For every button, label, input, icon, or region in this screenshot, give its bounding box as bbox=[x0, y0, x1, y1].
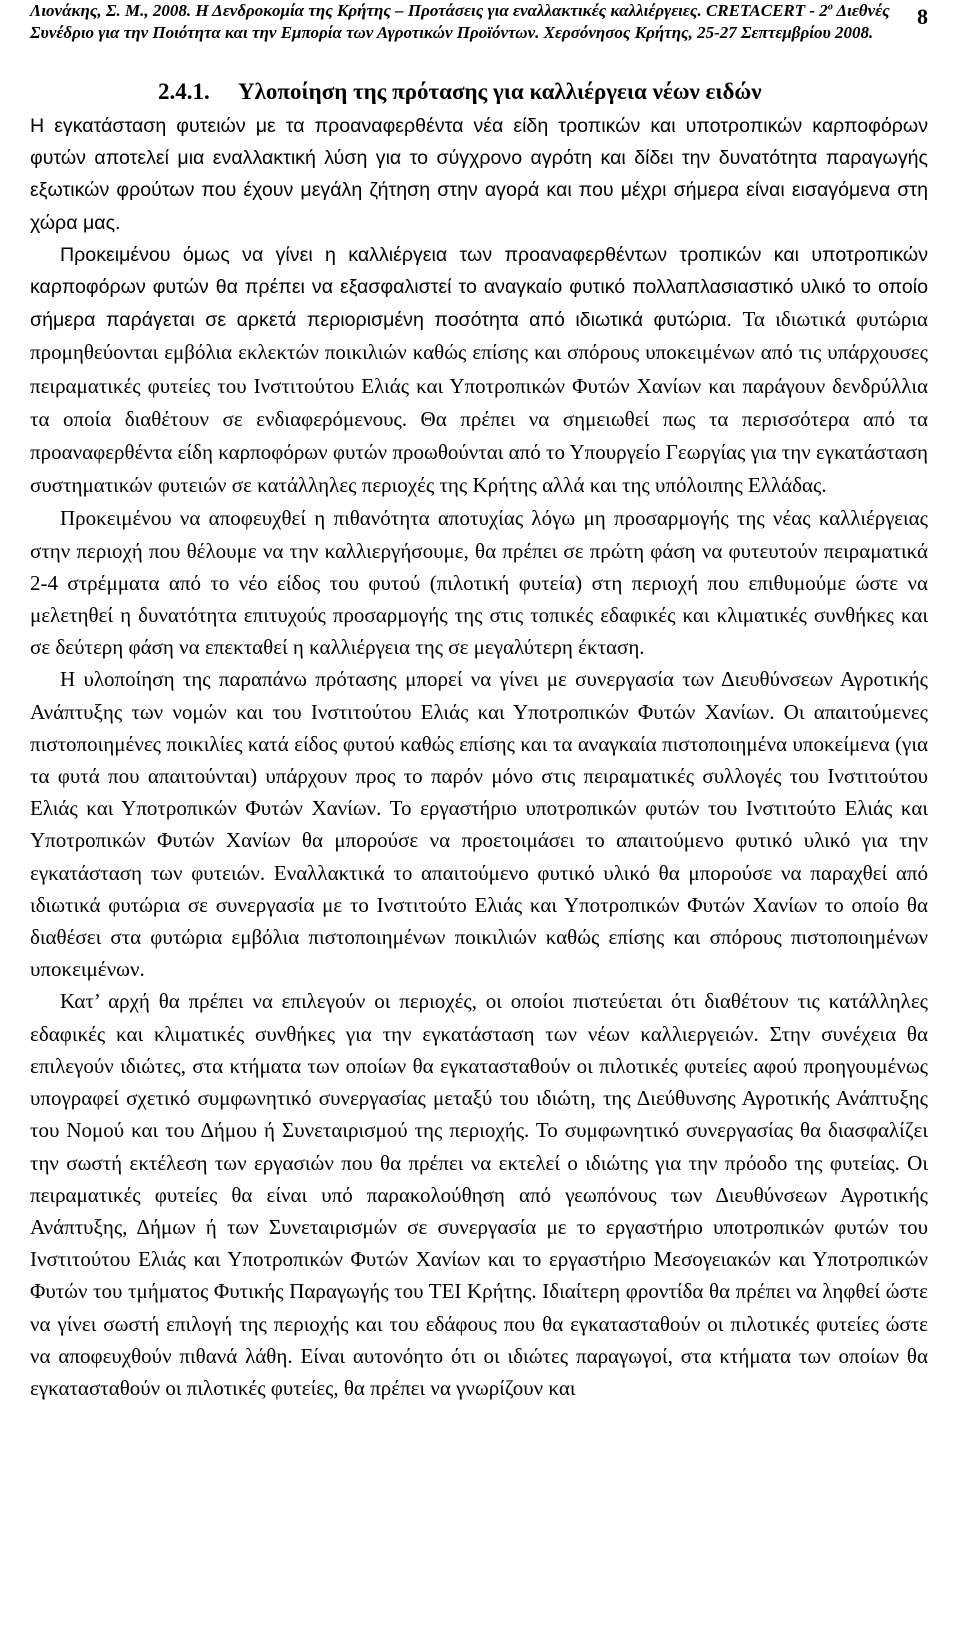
header-line-1 bbox=[30, 0, 890, 22]
page-number: 8 bbox=[917, 4, 928, 29]
paragraph-2 bbox=[30, 239, 928, 503]
section-heading bbox=[30, 78, 928, 106]
paragraph-4: Η υλοποίηση της παραπάνω πρότασης μπορεί να γίνει με συνεργασία των Διευθύνσεων Αγροτικής Ανάπτυξης των νομών και του Ινστιτούτου Ελιάς και Υποτροπικών Φυτών Χανίων. Οι απαιτούμενες πιστοποιημένες ποικιλίες κατά είδος φυτού καθώς επίσης και τα αναγκαία πιστοποιημένα υποκείμενα (για τα φυτά που απαιτούνται) υπάρχουν προς το παρόν μόνο στις πειραματικές συλλογές του Ινστιτούτου Ελιάς και Υποτροπικών Φυτών Χανίων. Το εργαστήριο υποτροπικών φυτών του Ινστιτούτο Ελιάς και Υποτροπικών Φυτών Χανίων θα μπορούσε να προετοιμάσει το απαιτούμενο φυτικό υλικό για την εγκατάσταση των φυτειών. Εναλλακτικά το απαιτούμενο φυτικό υλικό θα μπορούσε να παραχθεί από ιδιωτικά φυτώρια σε συνεργασία με το Ινστιτούτο Ελιάς και Υποτροπικών Φυτών Χανίων το οποίο θα διαθέσει στα φυτώρια εμβόλια πιστοποιημένων ποικιλιών καθώς επίσης και σπόρους πιστοποιημένων υποκειμένων. bbox=[30, 667, 928, 982]
section-number: 2.4.1. bbox=[158, 79, 210, 104]
section-title: Υλοποίηση της πρότασης για καλλιέργεια νέων ειδών bbox=[238, 79, 762, 104]
paragraph-5: Κατ’ αρχή θα πρέπει να επιλεγούν οι περιοχές, οι οποίοι πιστεύεται ότι διαθέτουν τις κατάλληλες εδαφικές και κλιματικές συνθήκες για την εγκατάσταση των νέων καλλιεργειών. Στην συνέχεια θα επιλεγούν ιδιώτες, στα κτήματα των οποίων θα εγκατασταθούν οι πιλοτικές φυτείες αφού προηγουμένως υπογραφεί σχετικό συμφωνητικό συνεργασίας μεταξύ του ιδιώτη, της Διεύθυνσης Αγροτικής Ανάπτυξης του Νομού και του Δήμου ή Συνεταιρισμού της περιοχής. Το συμφωνητικό συνεργασίας θα διασφαλίζει την σωστή εκτέλεση των εργασιών που θα πρέπει να εκτελεί ο ιδιώτης για την πρόοδο της φυτείας. Οι πειραματικές φυτείες θα είναι υπό παρακολούθηση από γεωπόνους των Διευθύνσεων Αγροτικής Ανάπτυξης, Δήμων ή των Συνεταιρισμών σε συνεργασία με το εργαστήριο υποτροπικών φυτών του Ινστιτούτου Ελιάς και Υποτροπικών Φυτών Χανίων και το εργαστήριο Μεσογειακών και Υποτροπικών Φυτών του τμήματος Φυτικής Παραγωγής του ΤΕΙ Κρήτης. Ιδιαίτερη φροντίδα θα πρέπει να ληφθεί ώστε να γίνει σωστή επιλογή της περιοχής και του εδάφους που θα εγκατασταθούν οι πιλοτικές φυτείες ώστε να αποφευχθούν πιθανά λάθη. Είναι αυτονόητο ότι οι ιδιώτες παραγωγοί, στα κτήματα των οποίων θα εγκατασταθούν οι πιλοτικές φυτείες, θα πρέπει να γνωρίζουν και bbox=[30, 989, 928, 1400]
paragraph-2-serif-part: Τα ιδιωτικά φυτώρια προμηθεύονται εμβόλια εκλεκτών ποικιλιών καθώς επίσης και σπόρους υποκειμένων από τις υπάρχουσες πειραματικές φυτείες του Ινστιτούτου Ελιάς και Υποτροπικών Φυτών Χανίων και παράγουν δενδρύλλια τα οποία διαθέτουν σε ενδιαφερόμενους. Θα πρέπει να σημειωθεί πως τα περισσότερα από τα προαναφερθέντα είδη καρποφόρων φυτών προωθούνται από το Υπουργείο Γεωργίας για την εγκατάσταση συστηματικών φυτειών σε κατάλληλες περιοχές της Κρήτης αλλά και της υπόλοιπης Ελλάδας. bbox=[30, 307, 928, 498]
main-content bbox=[30, 78, 928, 1404]
paragraph-3: Προκειμένου να αποφευχθεί η πιθανότητα αποτυχίας λόγω μη προσαρμογής της νέας καλλιέργειας στην περιοχή που θέλουμε να την καλλιεργήσουμε, θα πρέπει σε πρώτη φάση να φυτευτούν πειραματικά 2-4 στρέμματα από το νέο είδος του φυτού (πιλοτική φυτεία) στη περιοχή που επιθυμούμε ώστε να μελετηθεί η δυνατότητα επιτυχούς προσαρμογής της στις τοπικές εδαφικές και κλιματικές συνθήκες και σε δεύτερη φάση να επεκταθεί η καλλιέργεια της σε μεγαλύτερη έκταση. bbox=[30, 506, 928, 660]
header-citation-text: Λιονάκης, Σ. Μ., 2008. Η Δενδροκομία της Κρήτης – Προτάσεις για εναλλακτικές καλλιέργειες. CRETACERT - 2 bbox=[30, 1, 828, 20]
paragraph-2-sans-part: Προκειμένου όμως να γίνει η καλλιέργεια των προαναφερθέντων τροπικών και υποτροπικών καρποφόρων φυτών θα πρέπει να εξασφαλιστεί το αναγκαίο φυτικό πολλαπλασιαστικό υλικό το οποίο σήμερα παράγεται σε αρκετά περιορισμένη ποσότητα από ιδιωτικά φυτώρια. bbox=[30, 243, 928, 332]
running-header bbox=[30, 0, 890, 44]
header-superscript: ο bbox=[827, 1, 833, 13]
paragraph-1: Η εγκατάσταση φυτειών με τα προαναφερθέντα νέα είδη τροπικών και υποτροπικών καρποφόρων φυτών αποτελεί μια εναλλακτική λύση για το σύγχρονο αγρότη και δίδει την δυνατότητα παραγωγής εξωτικών φρούτων που έχουν μεγάλη ζήτηση στην αγορά και που μέχρι σήμερα είναι εισαγόμενα στη χώρα μας. bbox=[30, 115, 928, 234]
header-line-2: Συνέδριο για την Ποιότητα και την Εμπορία των Αγροτικών Προϊόντων. Χερσόνησος Κρήτης, 25-27 Σεπτεμβρίου 2008. bbox=[30, 23, 874, 42]
header-citation-end: Διεθνές bbox=[832, 1, 890, 20]
